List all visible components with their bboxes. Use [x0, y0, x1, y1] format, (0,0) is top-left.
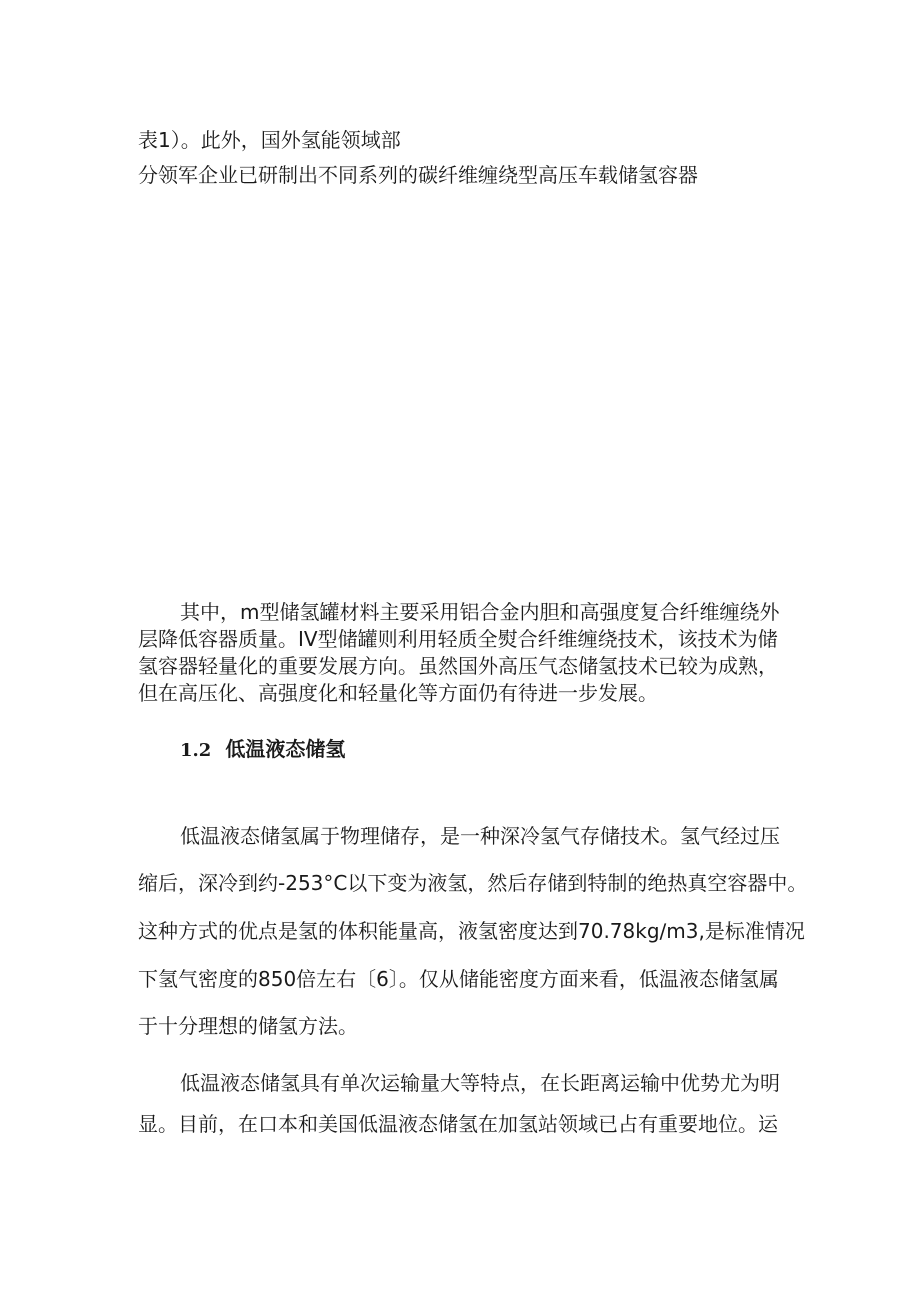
paragraph-line: 但在高压化、高强度化和轻量化等方面仍有待进一步发展。 [138, 681, 658, 705]
paragraph-line: 显。目前，在口本和美国低温液态储氢在加氢站领域已占有重要地位。运 [138, 1112, 778, 1136]
section-heading [180, 735, 345, 765]
paragraph-line: 缩后，深冷到约-253°C以下变为液氢，然后存储到特制的绝热真空容器中。 [138, 871, 808, 895]
paragraph-line: 氢容器轻量化的重要发展方向。虽然国外高压气态储氢技术已较为成熟， [138, 654, 778, 678]
paragraph-line: 表1）。此外，国外氢能领域部 [138, 128, 401, 152]
paragraph-line: 于十分理想的储氢方法。 [138, 1014, 358, 1038]
paragraph-line: 其中，m型储氢罐材料主要采用铝合金内胆和高强度复合纤维缠绕外 [180, 600, 780, 624]
paragraph-line: 这种方式的优点是氢的体积能量高，液氢密度达到70.78kg∕m3,是标准情况 [138, 919, 805, 943]
section-number: 1.2 [180, 740, 212, 761]
paragraph-line: 低温液态储氢属于物理储存，是一种深冷氢气存储技术。氢气经过压 [180, 824, 780, 848]
paragraph-line: 分领军企业已研制出不同系列的碳纤维缠绕型高压车载储氢容器 [138, 163, 698, 187]
paragraph-line: 低温液态储氢具有单次运输量大等特点，在长距离运输中优势尤为明 [180, 1071, 780, 1095]
section-title: 低温液态储氢 [225, 737, 346, 761]
paragraph-line: 层降低容器质量。IV型储罐则利用轻质全熨合纤维缠绕技术，该技术为储 [138, 627, 778, 651]
blank-figure-area [138, 200, 778, 580]
paragraph-line: 下氢气密度的850倍左右〔6〕。仅从储能密度方面来看，低温液态储氢属 [138, 967, 779, 991]
